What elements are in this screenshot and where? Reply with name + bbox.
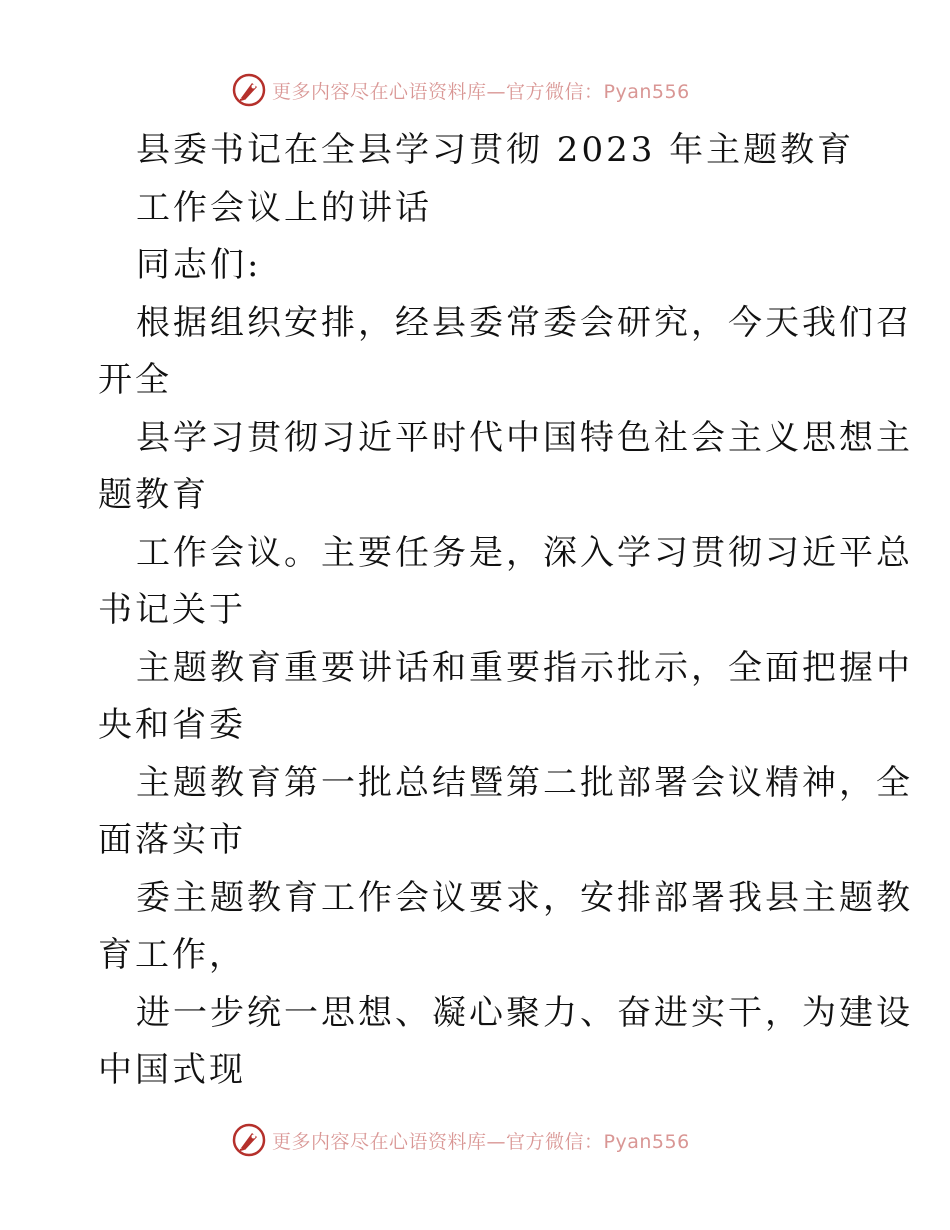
text-line: 工作会议上的讲话: [136, 187, 432, 228]
header-banner: [232, 70, 690, 110]
text-line: 书记关于: [98, 590, 246, 630]
text-line: 进一步统一思想、凝心聚力、奋进实干，为建设: [136, 992, 913, 1033]
text-line: 育工作，: [98, 935, 246, 975]
document-body: [98, 122, 913, 1100]
footer-banner: [232, 1120, 690, 1160]
text-line: 县学习贯彻习近平时代中国特色社会主义思想主: [136, 417, 913, 458]
text-line: 开全: [98, 360, 172, 400]
pen-nib-logo-icon: [232, 73, 266, 107]
text-line: 根据组织安排，经县委常委会研究，今天我们召: [136, 302, 913, 343]
text-line: 工作会议。主要任务是，深入学习贯彻习近平总: [136, 532, 913, 573]
banner-text: 更多内容尽在心语资料库—官方微信：Pyan556: [272, 1130, 690, 1153]
text-line: 主题教育重要讲话和重要指示批示，全面把握中: [136, 647, 913, 688]
text-line: 同志们:: [136, 245, 262, 285]
pen-nib-logo-icon: [232, 1123, 266, 1157]
text-line: 央和省委: [98, 705, 246, 745]
text-line: 县委书记在全县学习贯彻 2023 年主题教育: [136, 130, 855, 170]
text-line: 委主题教育工作会议要求，安排部署我县主题教: [136, 877, 913, 918]
text-line: 面落实市: [98, 820, 246, 860]
banner-text: 更多内容尽在心语资料库—官方微信：Pyan556: [272, 80, 690, 103]
text-line: 主题教育第一批总结暨第二批部署会议精神，全: [136, 762, 913, 803]
text-line: 题教育: [98, 475, 209, 515]
text-line: 中国式现: [98, 1050, 246, 1090]
